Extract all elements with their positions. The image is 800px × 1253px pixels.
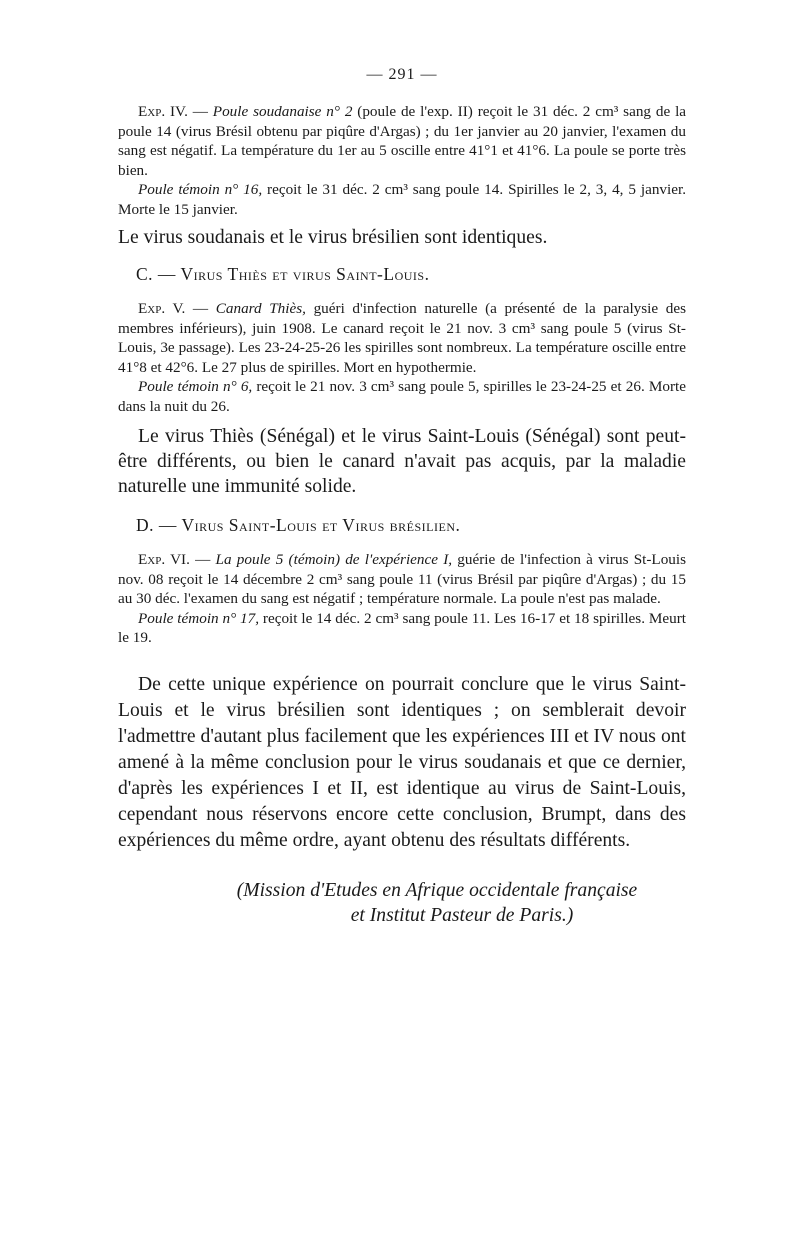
exp6-text: guérie de l'infection à virus St-Louis nov. 08 reçoit le 14 décembre 2 cm³ sang poule 11 (virus Brésil par piqûre d'Argas) ; du 15 au 30 déc. l'examen du sang est négatif ; température normale. La poule n'est pas malade. (118, 551, 687, 607)
exp6-dash: — (189, 551, 216, 568)
section-c-title: C. — Virus Thiès et virus Saint-Louis. (136, 264, 430, 284)
exp4-dash: — (187, 103, 213, 120)
signature-line-1: (Mission d'Etudes en Afrique occidentale française (236, 879, 638, 901)
exp5-dash: — (185, 300, 216, 317)
exp4-label: Exp. IV. (138, 103, 188, 120)
conclusion-1: Le virus soudanais et le virus brésilien sont identiques. (118, 227, 548, 248)
exp4-control-paragraph (118, 180, 686, 219)
exp5-paragraph (118, 299, 686, 377)
exp6-control-paragraph (118, 609, 686, 648)
exp6-label: Exp. VI. (138, 551, 190, 568)
exp4-subject: Poule soudanaise n° 2 (212, 103, 353, 120)
exp5-control-subject: Poule témoin n° 6, (138, 378, 253, 395)
exp5-control-text: reçoit le 21 nov. 3 cm³ sang poule 5, spirilles le 23-24-25 et 26. Morte dans la nuit du 26. (118, 378, 686, 415)
exp4-text: (poule de l'exp. II) reçoit le 31 déc. 2 cm³ sang de la poule 14 (virus Brésil obtenu par piqûre d'Argas) ; du 1er janvier au 20 janvier, l'examen du sang est négatif. La température du 1er au 5 oscille entre 41°1 et 41°6. La poule se porte très bien. (118, 103, 687, 179)
page-number: — 291 — (366, 66, 438, 83)
document-page (118, 66, 686, 928)
final-paragraph: De cette unique expérience on pourrait conclure que le virus Saint-Louis et le virus brésilien sont identiques ; on semblerait devoir l'admettre d'autant plus facilement que les expériences III et IV nous ont amené à la même conclusion pour le virus soudanais et que ce dernier, d'après les expériences I et II, est identique au virus de Saint-Louis, cependant nous réservons encore cette conclusion, Brumpt, dans des expériences du même ordre, ayant obtenu des résultats différents. (118, 673, 686, 851)
section-c-heading (118, 264, 686, 285)
signature-line-2: et Institut Pasteur de Paris.) (350, 904, 574, 926)
exp5-control-paragraph (118, 377, 686, 416)
section-d-title: D. — Virus Saint-Louis et Virus brésilien. (136, 515, 461, 535)
exp6-paragraph (118, 550, 686, 609)
exp5-label: Exp. V. (138, 300, 186, 317)
spacer (118, 648, 686, 672)
exp6-control-subject: Poule témoin n° 17, (138, 609, 260, 627)
exp5-text: guéri d'infection naturelle (a présenté de la paralysie des membres inférieurs), juin 1908. Le canard reçoit le 21 nov. 3 cm³ sang poule 5 (virus St-Louis, 3e passage). Les 23-24-25-26 les spirilles sont nombreux. La température oscille entre 41°8 et 42°6. Le 27 plus de spirilles. Mort en hypothermie. (118, 300, 687, 376)
exp6-subject: La poule 5 (témoin) de l'expérience I, (215, 551, 453, 568)
exp6-control-text: reçoit le 14 déc. 2 cm³ sang poule 11. Les 16-17 et 18 spirilles. Meurt le 19. (118, 609, 686, 646)
section-d-heading (118, 515, 686, 536)
exp4-control-text: reçoit le 31 déc. 2 cm³ sang poule 14. Spirilles le 2, 3, 4, 5 janvier. Morte le 15 janvier. (118, 181, 686, 218)
exp4-paragraph (118, 102, 686, 180)
exp4-control-subject: Poule témoin n° 16, (138, 181, 263, 198)
conclusion-2: Le virus Thiès (Sénégal) et le virus Saint-Louis (Sénégal) sont peut-être différents, ou bien le canard n'avait pas acquis, par la maladie naturelle une immunité solide. (118, 426, 686, 497)
exp5-subject: Canard Thiès, (215, 300, 306, 317)
signature (118, 878, 686, 928)
spacer (118, 854, 686, 878)
